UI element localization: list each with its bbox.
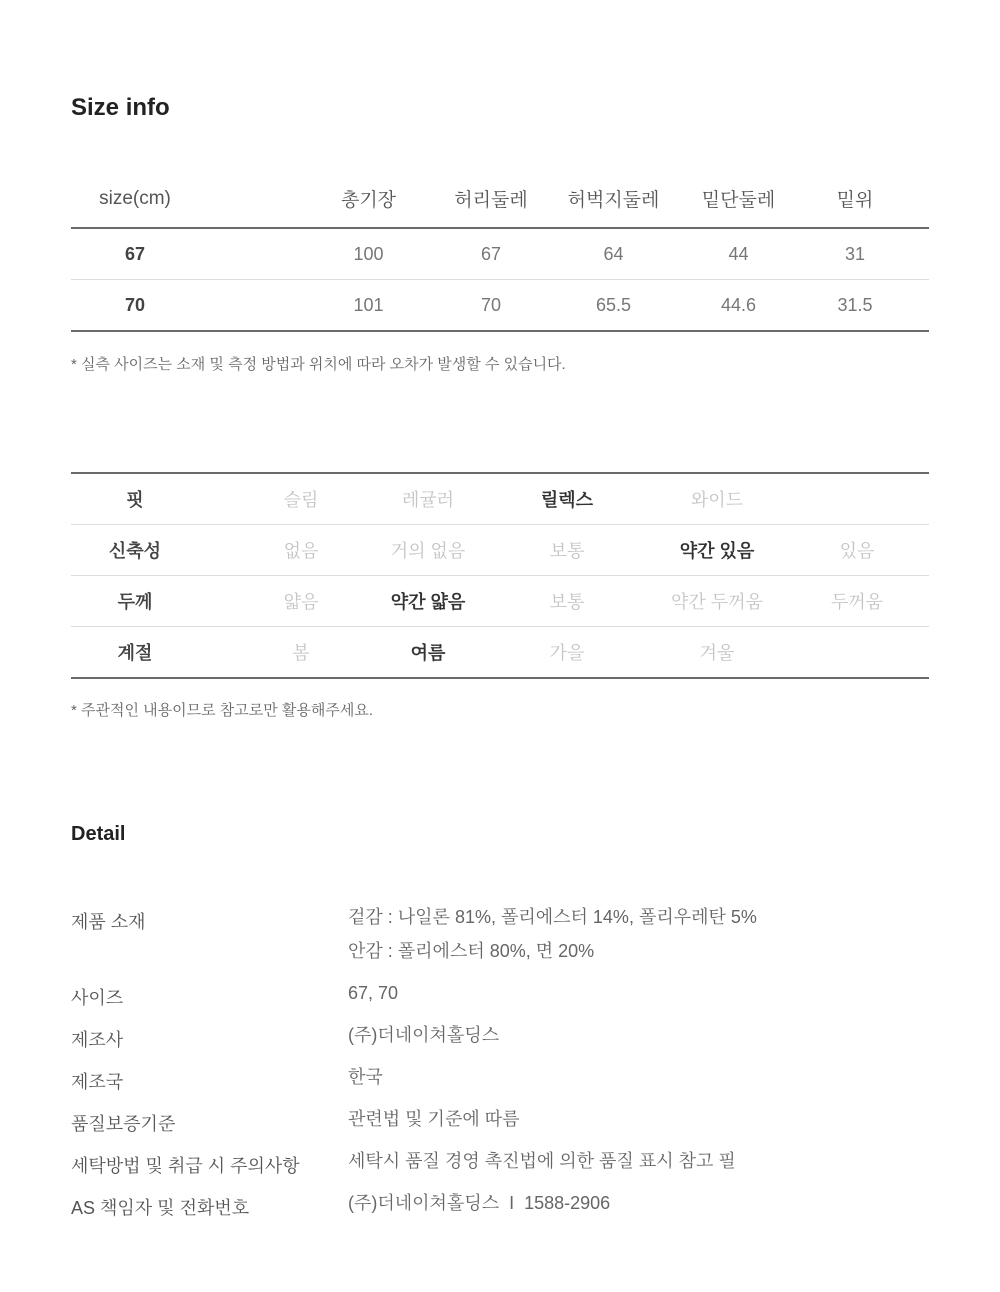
size-table-row bbox=[71, 229, 929, 280]
detail-row-material bbox=[71, 900, 929, 976]
size-cell: 31 bbox=[844, 243, 866, 264]
detail-row-as bbox=[71, 1186, 929, 1228]
attribute-option: 약간 얇음 bbox=[390, 592, 466, 612]
size-header-cell: 허리둘레 bbox=[454, 190, 528, 211]
size-cell: 65.5 bbox=[595, 294, 632, 315]
attribute-option: 가을 bbox=[549, 643, 585, 663]
size-table bbox=[71, 170, 929, 332]
attribute-row-thickness bbox=[71, 576, 929, 627]
attribute-option: 약간 두꺼움 bbox=[671, 592, 763, 612]
detail-label: AS 책임자 및 전화번호 bbox=[71, 1198, 250, 1218]
as-company: (주)더네이쳐홀딩스 bbox=[348, 1193, 500, 1213]
size-cell: 67 bbox=[124, 243, 146, 264]
size-cell: 67 bbox=[480, 243, 502, 264]
attribute-option: 없음 bbox=[283, 541, 319, 561]
material-line: 안감 : 폴리에스터 80%, 면 20% bbox=[348, 941, 595, 961]
attribute-option: 약간 있음 bbox=[679, 541, 755, 561]
size-cell: 70 bbox=[124, 294, 146, 315]
detail-label: 품질보증기준 bbox=[71, 1114, 176, 1134]
detail-label: 세탁방법 및 취급 시 주의사항 bbox=[71, 1156, 300, 1176]
as-phone: 1588-2906 bbox=[524, 1193, 611, 1213]
attribute-row-stretch bbox=[71, 525, 929, 576]
detail-row-country bbox=[71, 1060, 929, 1102]
attribute-option: 보통 bbox=[549, 592, 585, 612]
detail-value bbox=[348, 900, 757, 968]
attribute-note: * 주관적인 내용이므로 참고로만 활용해주세요. bbox=[71, 702, 373, 719]
attribute-option: 슬림 bbox=[283, 490, 319, 510]
detail-label: 제조사 bbox=[71, 1030, 124, 1050]
size-header-cell: 밑위 bbox=[836, 190, 874, 211]
size-cell: 44.6 bbox=[720, 294, 757, 315]
attribute-option: 릴렉스 bbox=[540, 490, 594, 510]
attribute-label: 신축성 bbox=[108, 541, 162, 561]
size-note: * 실측 사이즈는 소재 및 측정 방법과 위치에 따라 오차가 발생할 수 있습니다. bbox=[71, 356, 566, 373]
detail-label: 사이즈 bbox=[71, 988, 124, 1008]
attribute-option: 얇음 bbox=[283, 592, 319, 612]
size-cell: 44 bbox=[728, 243, 749, 264]
attribute-label: 핏 bbox=[126, 490, 144, 510]
detail-value: 한국 bbox=[348, 1067, 383, 1087]
attribute-option: 레귤러 bbox=[401, 490, 455, 510]
attribute-option: 보통 bbox=[549, 541, 585, 561]
detail-value: 67, 70 bbox=[348, 983, 399, 1003]
detail-row-maker bbox=[71, 1018, 929, 1060]
attribute-row-season bbox=[71, 627, 929, 677]
detail-list bbox=[71, 900, 929, 1228]
size-cell: 100 bbox=[353, 243, 384, 264]
detail-label: 제품 소재 bbox=[71, 912, 146, 932]
separator: I bbox=[509, 1193, 515, 1213]
attribute-option bbox=[807, 474, 907, 524]
size-header-cell: 밑단둘레 bbox=[701, 190, 776, 211]
detail-label: 제조국 bbox=[71, 1072, 124, 1092]
detail-value: 관련법 및 기준에 따름 bbox=[348, 1109, 520, 1129]
attribute-option: 여름 bbox=[410, 643, 446, 663]
size-header-cell: 총기장 bbox=[340, 190, 397, 211]
detail-value: 세탁시 품질 경영 촉진법에 의한 품질 표시 참고 필 bbox=[348, 1151, 736, 1171]
detail-row-wash bbox=[71, 1144, 929, 1186]
attribute-row-fit bbox=[71, 474, 929, 525]
attribute-option: 있음 bbox=[839, 541, 875, 561]
detail-row-quality bbox=[71, 1102, 929, 1144]
size-table-row bbox=[71, 280, 929, 332]
detail-value: (주)더네이쳐홀딩스 bbox=[348, 1025, 500, 1045]
size-cell: 64 bbox=[603, 243, 624, 264]
size-cell: 31.5 bbox=[837, 294, 873, 315]
detail-title: Detail bbox=[71, 823, 126, 845]
attribute-label: 두께 bbox=[117, 592, 153, 612]
detail-row-size bbox=[71, 976, 929, 1018]
attribute-option: 와이드 bbox=[690, 490, 744, 510]
detail-value bbox=[348, 1186, 610, 1220]
attribute-option: 거의 없음 bbox=[390, 541, 466, 561]
material-line: 겉감 : 나일론 81%, 폴리에스터 14%, 폴리우레탄 5% bbox=[348, 907, 757, 927]
size-header-cell: 허벅지둘레 bbox=[567, 190, 660, 211]
size-table-header bbox=[71, 170, 929, 229]
attribute-label: 계절 bbox=[117, 643, 153, 663]
attribute-option bbox=[807, 627, 907, 677]
attribute-table bbox=[71, 472, 929, 679]
attribute-option: 두꺼움 bbox=[830, 592, 884, 612]
size-cell: 70 bbox=[480, 294, 502, 315]
size-info-title: Size info bbox=[71, 94, 170, 121]
size-header-cell: size(cm) bbox=[99, 187, 171, 209]
attribute-option: 겨울 bbox=[699, 643, 735, 663]
attribute-option: 봄 bbox=[292, 643, 310, 663]
size-cell: 101 bbox=[353, 294, 384, 315]
